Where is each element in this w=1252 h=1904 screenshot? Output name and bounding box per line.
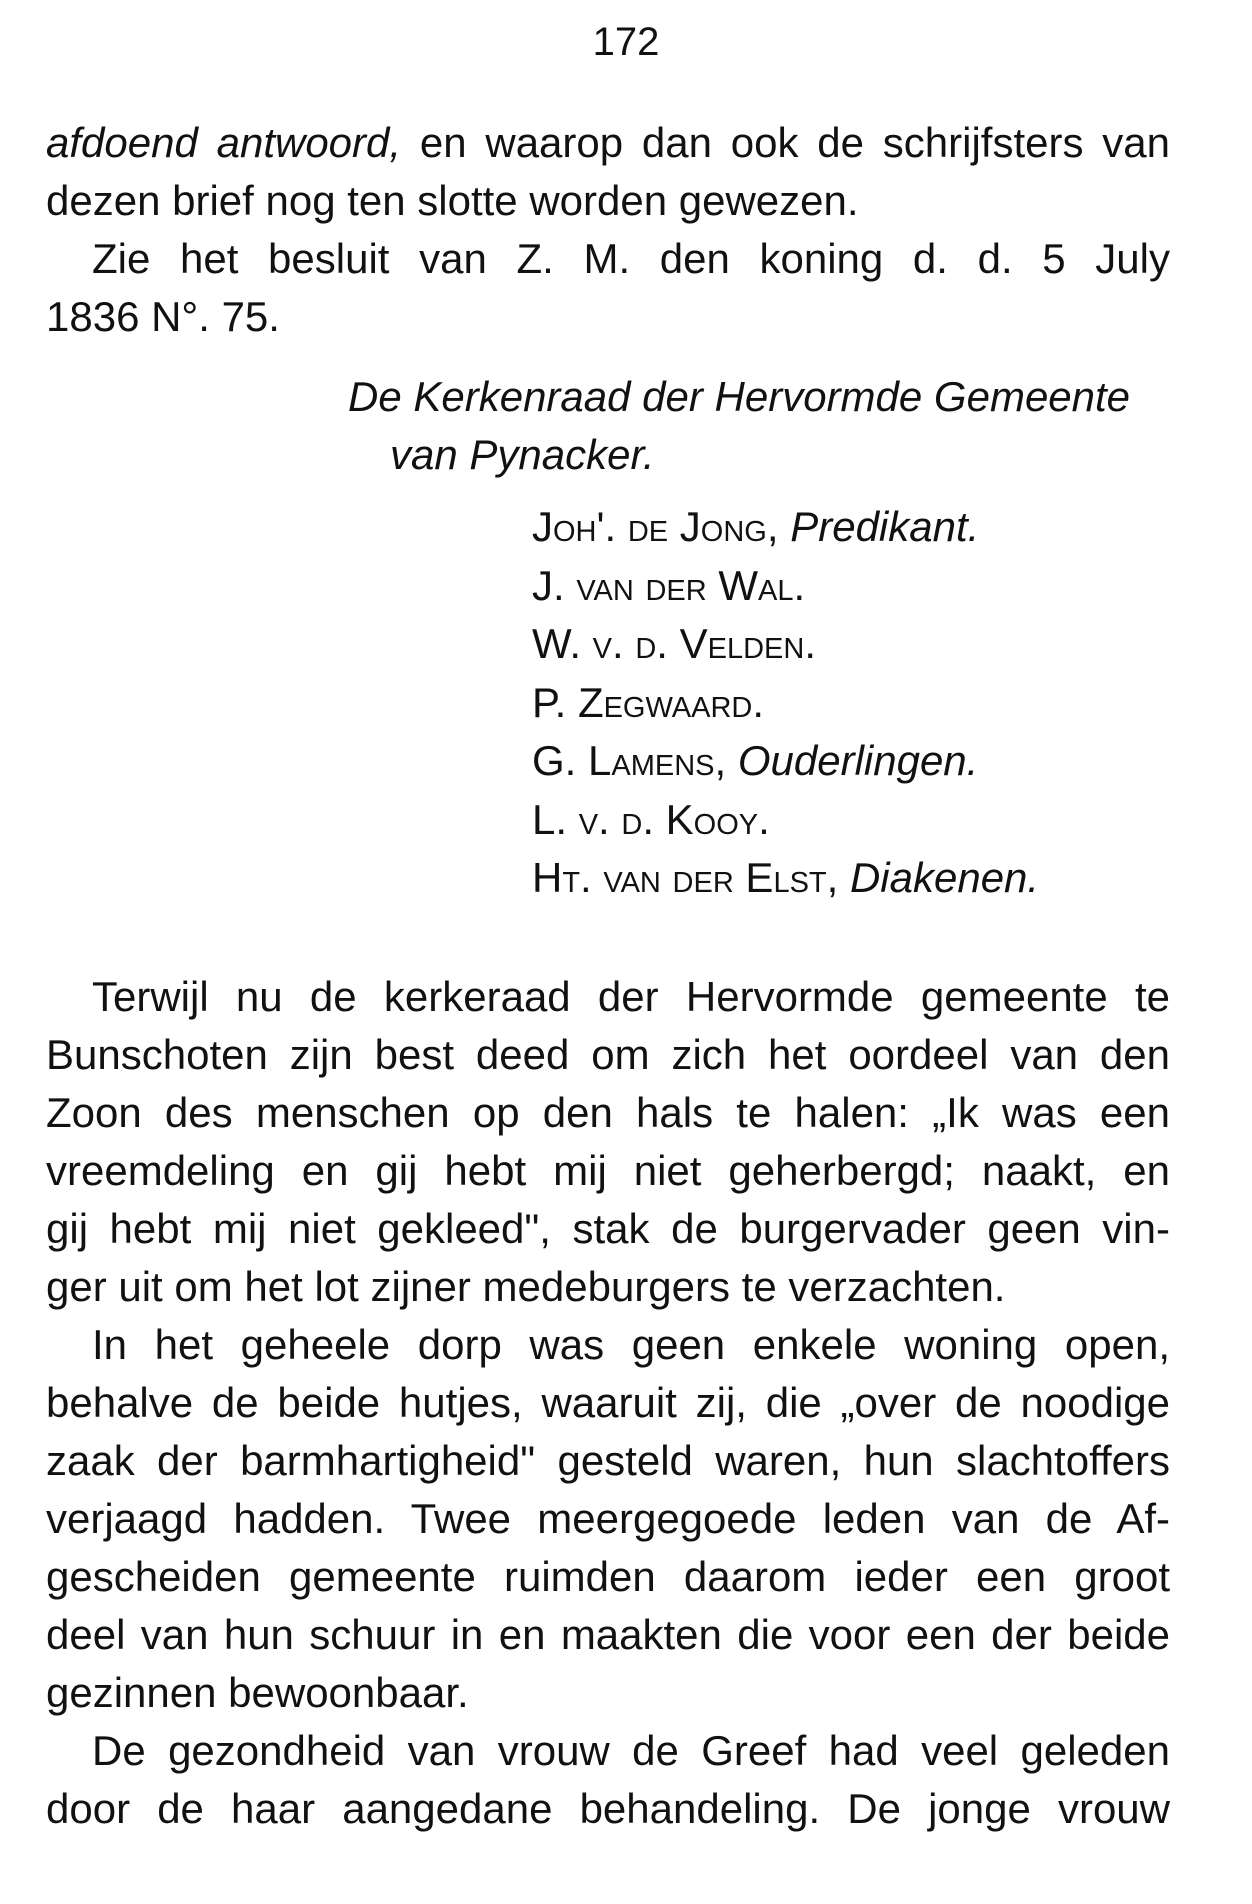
text-line: Bunschoten zijn best deed om zich het oordeel van den <box>46 1031 1170 1078</box>
text-line: Zoon des menschen op den hals te halen: „Ik was een <box>46 1089 1170 1136</box>
text-line: De gezondheid van vrouw de Greef had veel geleden <box>92 1727 1170 1774</box>
signatory: J. van der Wal. <box>532 561 806 609</box>
text-line: Terwijl nu de kerkeraad der Hervormde gemeente te <box>92 973 1170 1020</box>
text-line: gezinnen bewoonbaar. <box>46 1669 469 1716</box>
text-line: deel van hun schuur in en maakten die voor een der beide <box>46 1611 1170 1658</box>
text-line: door de haar aangedane behandeling. De jonge vrouw <box>46 1785 1170 1832</box>
signatory: W. v. d. Velden. <box>532 620 817 667</box>
paragraph <box>46 1722 1170 1838</box>
text-line: In het geheele dorp was geen enkele woning open, <box>92 1321 1170 1368</box>
paragraph <box>46 1316 1170 1722</box>
page-number: 172 <box>592 20 660 64</box>
text-line: gescheiden gemeente ruimden daarom ieder een groot <box>46 1553 1170 1600</box>
intro-text <box>46 114 1170 346</box>
italic-phrase: afdoend antwoord, <box>46 119 402 166</box>
text-line: vreemdeling en gij hebt mij niet geherbergd; naakt, en <box>46 1147 1170 1194</box>
text-line: 1836 N°. 75. <box>46 293 280 340</box>
text-line: zaak der barmhartigheid" gesteld waren, hun slachtoffers <box>46 1437 1170 1484</box>
signatory: L. v. d. Kooy. <box>532 795 770 843</box>
text-line: Zie het besluit van Z. M. den koning d. d. 5 July <box>92 235 1170 282</box>
text-line: dezen brief nog ten slotte worden gewezen. <box>46 177 859 224</box>
signature-heading-line: De Kerkenraad der Hervormde Gemeente <box>348 373 1131 420</box>
signatory: P. Zegwaard. <box>532 678 765 726</box>
signatory: Ht. van der Elst, Diakenen. <box>532 854 1040 901</box>
signature-heading-line: van Pynacker. <box>390 431 655 478</box>
text-line: ger uit om het lot zijner medeburgers te verzachten. <box>46 1263 1006 1310</box>
signature-heading <box>348 368 1130 484</box>
text-line: afdoend antwoord, en waarop dan ook de schrijfsters van <box>46 119 1170 166</box>
text-line: gij hebt mij niet gekleed", stak de burgervader geen vin- <box>46 1205 1170 1252</box>
text-line: verjaagd hadden. Twee meergegoede leden van de Af- <box>46 1495 1170 1542</box>
paragraph <box>46 968 1170 1316</box>
signatory-list <box>532 498 1039 908</box>
signatory: G. Lamens, Ouderlingen. <box>532 737 979 784</box>
text-line: behalve de beide hutjes, waaruit zij, die „over de noodige <box>46 1379 1170 1426</box>
signatory: Joh'. de Jong, Predikant. <box>532 503 980 550</box>
